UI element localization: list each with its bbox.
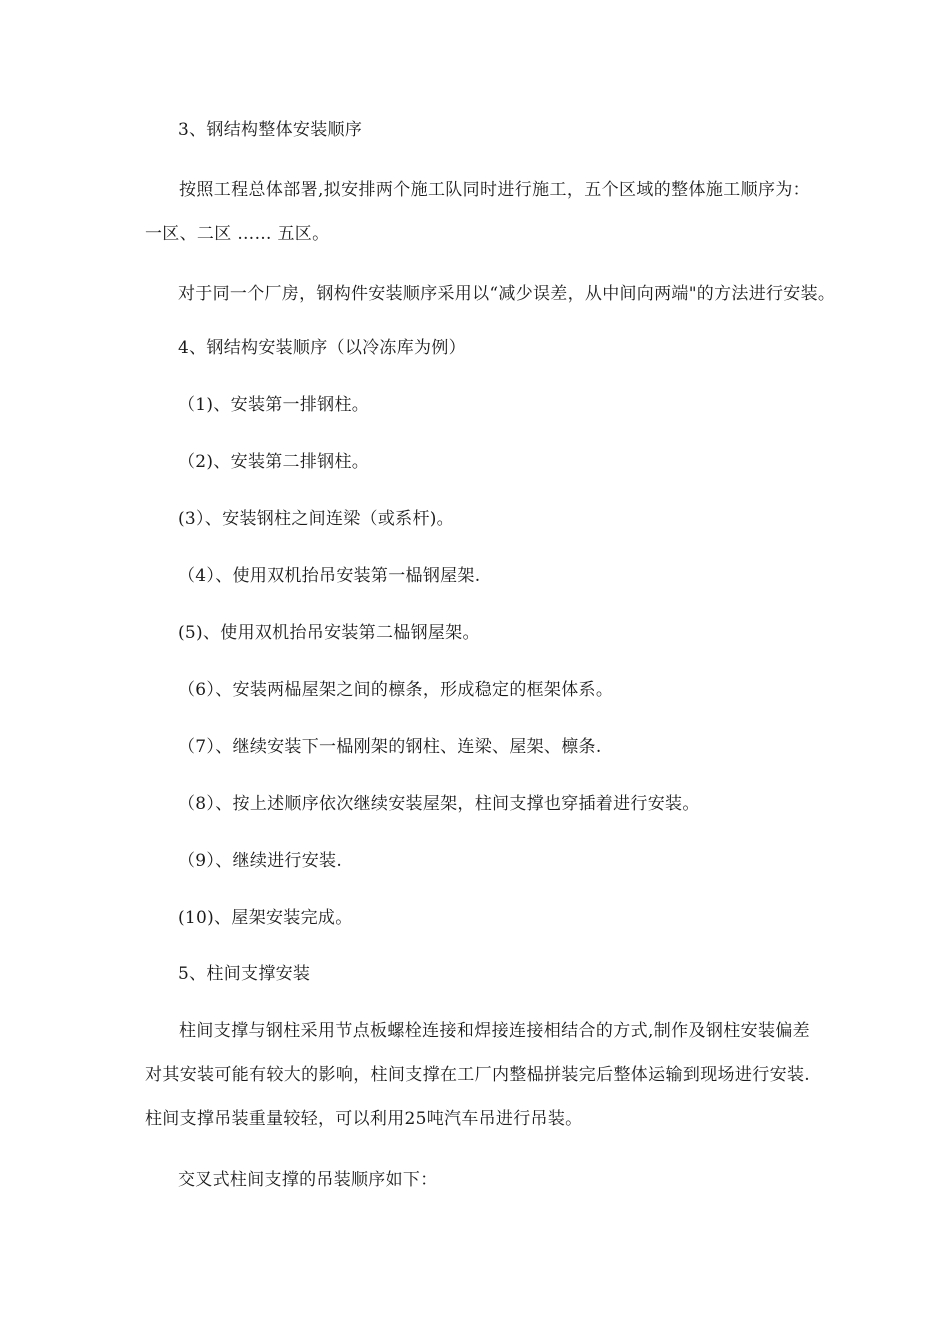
step-item: （8）、按上述顺序依次继续安装屋架，柱间支撑也穿插着进行安装。 <box>178 794 700 814</box>
step-item: （1)、安装第一排钢柱。 <box>178 395 370 415</box>
section-heading-5: 5、柱间支撑安装 <box>178 964 311 984</box>
step-item: (10)、屋架安装完成。 <box>178 908 353 928</box>
step-item: （4）、使用双机抬吊安装第一榀钢屋架. <box>178 566 481 586</box>
step-item: (5)、使用双机抬吊安装第二榀钢屋架。 <box>178 623 480 643</box>
section-heading-4: 4、钢结构安装顺序（以冷冻库为例） <box>178 338 466 358</box>
paragraph-bracing: 柱间支撑与钢柱采用节点板螺栓连接和焊接连接相结合的方式,制作及钢柱安装偏差对其安装可能有较大的影响，柱间支撑在工厂内整榀拼装完后整体运输到现场进行安装.柱间支撑吊装重量较轻，可以利用25吨汽车吊进行吊装。 <box>145 1021 810 1129</box>
section-heading-3: 3、钢结构整体安装顺序 <box>178 120 363 140</box>
step-item: （2)、安装第二排钢柱。 <box>178 452 370 472</box>
paragraph-cross-bracing: 交叉式柱间支撑的吊装顺序如下： <box>178 1170 438 1190</box>
paragraph-overall-sequence: 按照工程总体部署,拟安排两个施工队同时进行施工，五个区域的整体施工顺序为：一区、二区 …… 五区。 <box>145 180 810 244</box>
step-item: （7）、继续安装下一榀刚架的钢柱、连梁、屋架、檩条. <box>178 737 602 757</box>
step-item: （9）、继续进行安装. <box>178 851 343 871</box>
paragraph-same-plant: 对于同一个厂房，钢构件安装顺序采用以“减少误差，从中间向两端"的方法进行安装。 <box>178 284 836 304</box>
step-item: (3）、安装钢柱之间连梁（或系杆)。 <box>178 509 454 529</box>
step-item: （6）、安装两榀屋架之间的檩条，形成稳定的框架体系。 <box>178 680 614 700</box>
